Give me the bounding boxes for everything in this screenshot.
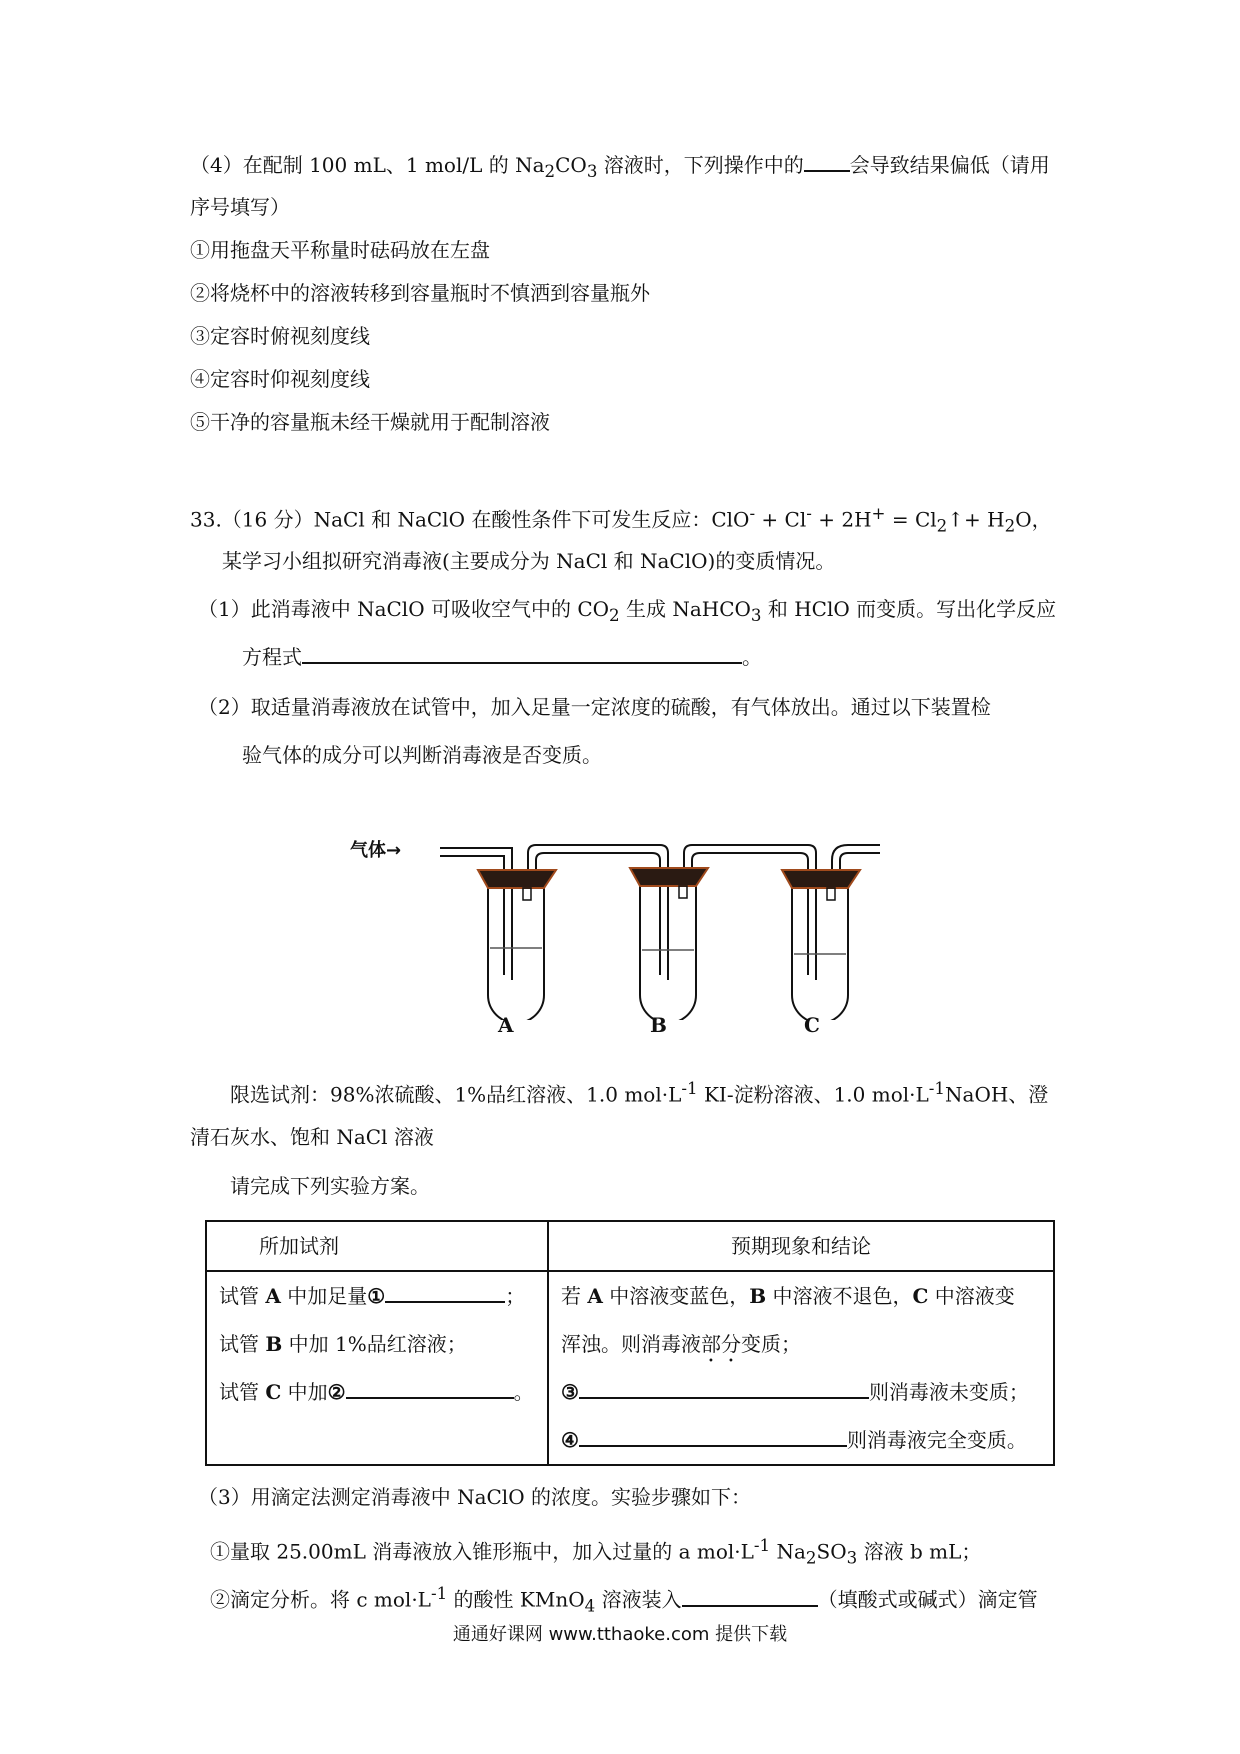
tube-label-b: B bbox=[650, 1013, 667, 1037]
q4-line2: 序号填写） bbox=[190, 195, 290, 219]
q33-part1-line2: 方程式 。 bbox=[242, 642, 762, 671]
test-tube-a bbox=[488, 880, 544, 1020]
q33-part2-line2: 验气体的成分可以判断消毒液是否变质。 bbox=[242, 743, 602, 767]
gas-inlet-label: 气体→ bbox=[350, 840, 402, 861]
q4-option-2: ②将烧杯中的溶液转移到容量瓶时不慎洒到容量瓶外 bbox=[190, 281, 650, 305]
table-header-result: 预期现象和结论 bbox=[548, 1221, 1054, 1271]
q4-option-4: ④定容时仰视刻度线 bbox=[190, 367, 370, 391]
q33-part1-line1: （1）此消毒液中 NaClO 可吸收空气中的 $CO_2$ 生成 NaHCO$_3$ 和 HClO 而变质。写出化学反应 bbox=[198, 597, 1057, 625]
q33-part2-line1: （2）取适量消毒液放在试管中，加入足量一定浓度的硫酸，有气体放出。通过以下装置检 bbox=[198, 695, 991, 719]
reagent-tube-b: 试管 B 中加 1%品红溶液； bbox=[219, 1332, 467, 1356]
result-unchanged: ③ 则消毒液未变质； bbox=[549, 1368, 1053, 1416]
experiment-table bbox=[205, 1220, 1055, 1466]
reagent-tube-c: 试管 C 中加② 。 bbox=[207, 1368, 547, 1416]
blank-1[interactable] bbox=[385, 1281, 505, 1303]
q33-intro: 某学习小组拟研究消毒液(主要成分为 NaCl 和 NaClO)的变质情况。 bbox=[222, 549, 836, 573]
q4-line1: （4）在配制 100 mL、1 mol/L 的 $Na_2CO_3$ 溶液时，下列操作中的 会导致结果偏低（请用 bbox=[190, 150, 1050, 186]
reagents-line1: 限选试剂：98%浓硫酸、1%品红溶液、1.0 $mol\cdot L^{-1}$ KI-淀粉溶液、1.0 $mol\cdot L^{-1}NaOH$、澄 bbox=[230, 1079, 1049, 1107]
q33-step2: ②滴定分析。将 c $mol\cdot L^{-1}$ 的酸性 KMnO$_4$ 溶液装入 （填酸式或碱式）滴定管 bbox=[210, 1584, 1038, 1616]
blank-2[interactable] bbox=[346, 1377, 514, 1399]
table-header-reagent: 所加试剂 bbox=[206, 1221, 548, 1271]
gas-washing-apparatus bbox=[0, 820, 1240, 1020]
tube-label-c: C bbox=[804, 1013, 820, 1037]
tube-label-a: A bbox=[498, 1013, 514, 1037]
plan-intro: 请完成下列实验方案。 bbox=[230, 1174, 430, 1198]
q33-part3: （3）用滴定法测定消毒液中 NaClO 的浓度。实验步骤如下： bbox=[198, 1485, 751, 1509]
blank-4[interactable] bbox=[579, 1425, 847, 1447]
reagent-tube-a: 试管 A 中加足量① ； bbox=[207, 1272, 547, 1320]
result-partial-line1: 若 A 中溶液变蓝色，B 中溶液不退色，C 中溶液变 bbox=[561, 1284, 1015, 1308]
test-tube-c bbox=[792, 880, 848, 1020]
q4-option-1: ①用拖盘天平称量时砝码放在左盘 bbox=[190, 238, 490, 262]
reagent-cell bbox=[206, 1271, 548, 1465]
reagents-line2: 清石灰水、饱和 NaCl 溶液 bbox=[190, 1125, 434, 1149]
q33-step1: ①量取 25.00mL 消毒液放入锥形瓶中，加入过量的 a $mol\cdot L^{-1}$ $Na_2SO_3$ 溶液 b mL； bbox=[210, 1536, 982, 1568]
blank-3[interactable] bbox=[579, 1377, 869, 1399]
q4-option-5: ⑤干净的容量瓶未经干燥就用于配制溶液 bbox=[190, 410, 550, 434]
answer-blank[interactable] bbox=[804, 150, 850, 172]
result-cell bbox=[548, 1271, 1054, 1465]
q4-option-3: ③定容时俯视刻度线 bbox=[190, 324, 370, 348]
equation-blank[interactable] bbox=[302, 642, 742, 664]
page-footer: 通通好课网 www.tthaoke.com 提供下载 bbox=[452, 1624, 788, 1645]
burette-type-blank[interactable] bbox=[682, 1585, 818, 1607]
result-fully-changed: ④ 则消毒液完全变质。 bbox=[549, 1416, 1053, 1464]
result-partial-line2: 浑浊。则消毒液部分变质； bbox=[561, 1332, 801, 1356]
q33-heading: 33.（16 分）NaCl 和 NaClO 在酸性条件下可发生反应：$ClO^- + Cl^- + 2H^+ = Cl_2↑+ H_2O$， bbox=[190, 504, 1052, 536]
